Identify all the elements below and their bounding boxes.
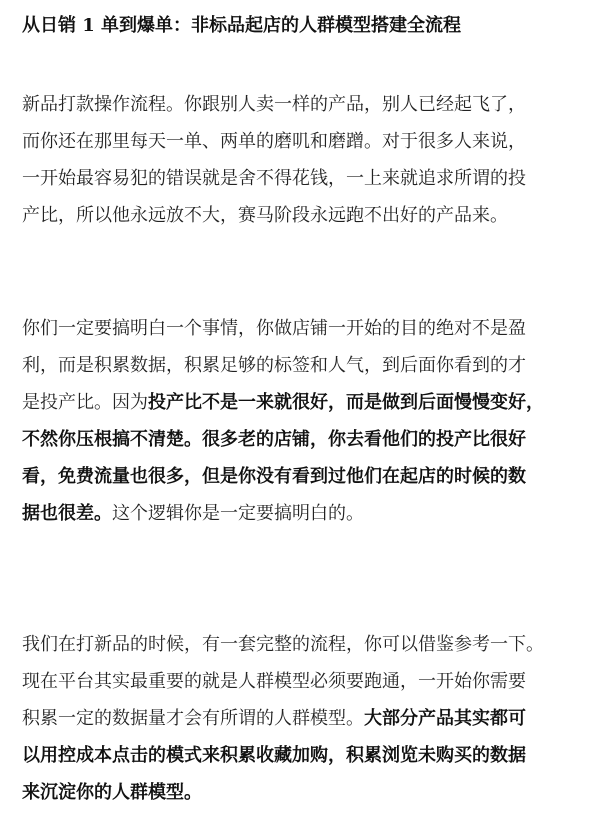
bold-text-segment: 来沉淀你的人群模型。 xyxy=(22,782,202,803)
text-line xyxy=(22,160,588,197)
bold-text-segment: 据也很差。 xyxy=(22,503,112,524)
text-segment: 利，而是积累数据，积累足够的标签和人气，到后面你看到的才 xyxy=(22,355,526,376)
bold-text-segment: 以用控成本点击的模式来积累收藏加购，积累浏览未购买的数据 xyxy=(22,745,526,766)
text-segment: 这个逻辑你是一定要搞明白的。 xyxy=(112,503,364,524)
text-segment: 你们一定要搞明白一个事情，你做店铺一开始的目的绝对不是盈 xyxy=(22,318,526,339)
bold-text-segment: 投产比不是一来就很好，而是做到后面慢慢变好， xyxy=(148,392,544,413)
text-line xyxy=(22,458,588,495)
bold-text-segment: 不然你压根搞不清楚。很多老的店铺，你去看他们的投产比很好 xyxy=(22,429,526,450)
text-segment: 而你还在那里每天一单、两单的磨叽和磨蹭。对于很多人来说， xyxy=(22,131,526,152)
text-segment: 现在平台其实最重要的就是人群模型必须要跑通，一开始你需要 xyxy=(22,671,526,692)
text-segment: 积累一定的数据量才会有所谓的人群模型。 xyxy=(22,708,364,729)
text-line xyxy=(22,421,588,458)
text-line xyxy=(22,737,588,774)
bold-text-segment: 看，免费流量也很多，但是你没有看到过他们在起店的时候的数 xyxy=(22,466,526,487)
text-line xyxy=(22,123,588,160)
paragraph-1 xyxy=(22,86,588,234)
text-line xyxy=(22,626,588,663)
text-line xyxy=(22,86,588,123)
text-line xyxy=(22,700,588,737)
paragraph-2 xyxy=(22,310,588,532)
text-line xyxy=(22,774,588,811)
bold-text-segment: 大部分产品其实都可 xyxy=(364,708,526,729)
text-line xyxy=(22,663,588,700)
text-line xyxy=(22,384,588,421)
text-segment: 一开始最容易犯的错误就是舍不得花钱，一上来就追求所谓的投 xyxy=(22,168,526,189)
text-segment: 新品打款操作流程。你跟别人卖一样的产品，别人已经起飞了， xyxy=(22,94,526,115)
text-line xyxy=(22,495,588,532)
text-line xyxy=(22,347,588,384)
text-line xyxy=(22,310,588,347)
paragraph-3 xyxy=(22,626,588,811)
text-segment: 是投产比。因为 xyxy=(22,392,148,413)
text-segment: 我们在打新品的时候，有一套完整的流程，你可以借鉴参考一下。 xyxy=(22,634,544,655)
text-line xyxy=(22,197,588,234)
text-segment: 产比，所以他永远放不大，赛马阶段永远跑不出好的产品来。 xyxy=(22,205,508,226)
article-title: 从日销 1 单到爆单：非标品起店的人群模型搭建全流程 xyxy=(22,15,462,36)
